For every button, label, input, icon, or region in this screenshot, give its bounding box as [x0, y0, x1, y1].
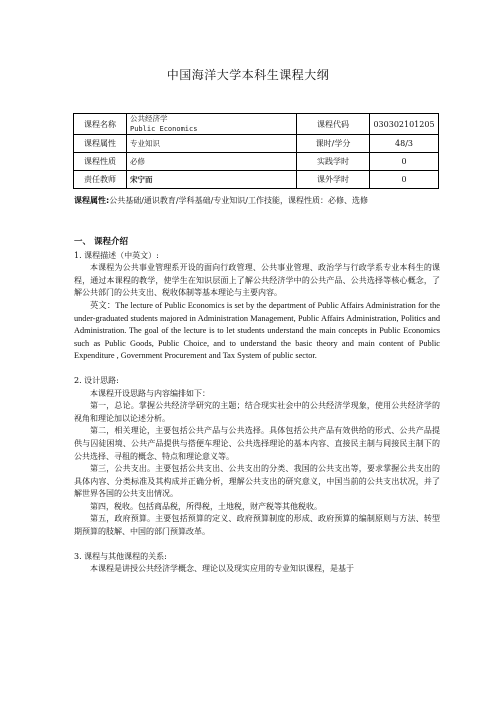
paragraph: 第三，公共支出。主要包括公共支出、公共支出的分类、我国的公共支出等，要求掌握公共支出的具体内容、分类标准及其构成并正确分析，理解公共支出的研究意义，中国当前的公共支出状况，并了解世界各国的公共支出情况。 — [74, 464, 440, 499]
label-course-attribute: 课程属性 — [74, 135, 127, 153]
course-name-en: Public Economics — [130, 125, 198, 133]
paragraph: 第五，政府预算。主要包括预算的定义、政府预算制度的形成、政府预算的编制原则与方法、转型期预算的肢解、中国的部门预算改革。 — [74, 514, 440, 537]
course-code: 030302101205 — [370, 114, 439, 135]
paragraph: 本课程是讲授公共经济学概念、理论以及现实应用的专业知识课程，是基于 — [90, 564, 354, 574]
course-name-cell — [127, 114, 297, 135]
table-row — [74, 153, 439, 171]
attribute-note-text: 公共基础/通识教育/学科基础/专业知识/工作技能，课程性质：必修、选修 — [109, 196, 368, 205]
extra-hours: 0 — [370, 171, 439, 189]
table-row — [74, 114, 439, 135]
paragraph: 本课程为公共事业管理系开设的面向行政管理、公共事业管理、政治学与行政学系专业本科生的课程，通过本课程的教学，使学生在知识层面上了解公共经济学中的公共产品、公共选择等核心概念，了解公共部门的公共支出、税收体制等基本理论与主要内容。 — [74, 263, 440, 298]
paragraph: 第一，总论。掌握公共经济学研究的主题；结合现实社会中的公共经济学现象，使用公共经济学的视角和理论加以论述分析。 — [74, 401, 440, 423]
label-course-nature: 课程性质 — [74, 153, 127, 171]
paragraph-english: 英文：The lecture of Public Economics is set by the department of Public Affairs Administration for the under-graduated students majored in Administration Management, Public Affairs Administration, Politics and Administration. The goal of the lecture is to let students understand the main concepts in Public Economics such as Public Goods, Public Choice, and to understand the basic theory and main content of Public Expenditure , Government Procurement and Tax System of public sector. — [74, 300, 440, 361]
subsection-title: 3. 课程与其他课程的关系: — [74, 551, 167, 561]
table-row — [74, 135, 439, 153]
section-heading: 一、 课程介绍 — [74, 237, 128, 247]
teacher-name: 宋宁而 — [127, 171, 297, 189]
paragraph: 本课程开设思路与内容编排如下： — [90, 388, 210, 398]
label-practice-hours: 实践学时 — [297, 153, 370, 171]
page-title: 中国海洋大学本科生课程大纲 — [166, 68, 330, 82]
course-name-cn: 公共经济学 — [130, 114, 168, 123]
table-row — [74, 171, 439, 189]
attribute-note — [74, 195, 439, 207]
subsection-title: 2. 设计思路: — [74, 375, 119, 385]
course-introduction — [74, 236, 440, 576]
subsection-title: 1. 课程描述（中英文）: — [74, 250, 159, 260]
practice-hours: 0 — [370, 153, 439, 171]
paragraph: 第二，相关理论，主要包括公共产品与公共选择。具体包括公共产品有效供给的形式、公共产品提供与囚徒困境、公共产品提供与搭便车理论、公共选择理论的基本内容、直接民主制与间接民主制下的公共选择、寻租的概念、特点和理论意义等。 — [74, 426, 440, 461]
label-course-name: 课程名称 — [74, 114, 127, 135]
label-teacher: 责任教师 — [74, 171, 127, 189]
attribute-note-head: 课程属性: — [74, 196, 110, 205]
label-extra-hours: 课外学时 — [297, 171, 370, 189]
course-info-table — [73, 113, 439, 189]
course-nature: 必修 — [127, 153, 297, 171]
label-course-code: 课程代码 — [297, 114, 370, 135]
hours-credits: 48/3 — [370, 135, 439, 153]
paragraph: 第四，税收。包括商品税，所得税，土地税，财产税等其他税收。 — [90, 501, 322, 511]
course-attribute: 专业知识 — [127, 135, 297, 153]
label-hours-credits: 课时/学分 — [297, 135, 370, 153]
